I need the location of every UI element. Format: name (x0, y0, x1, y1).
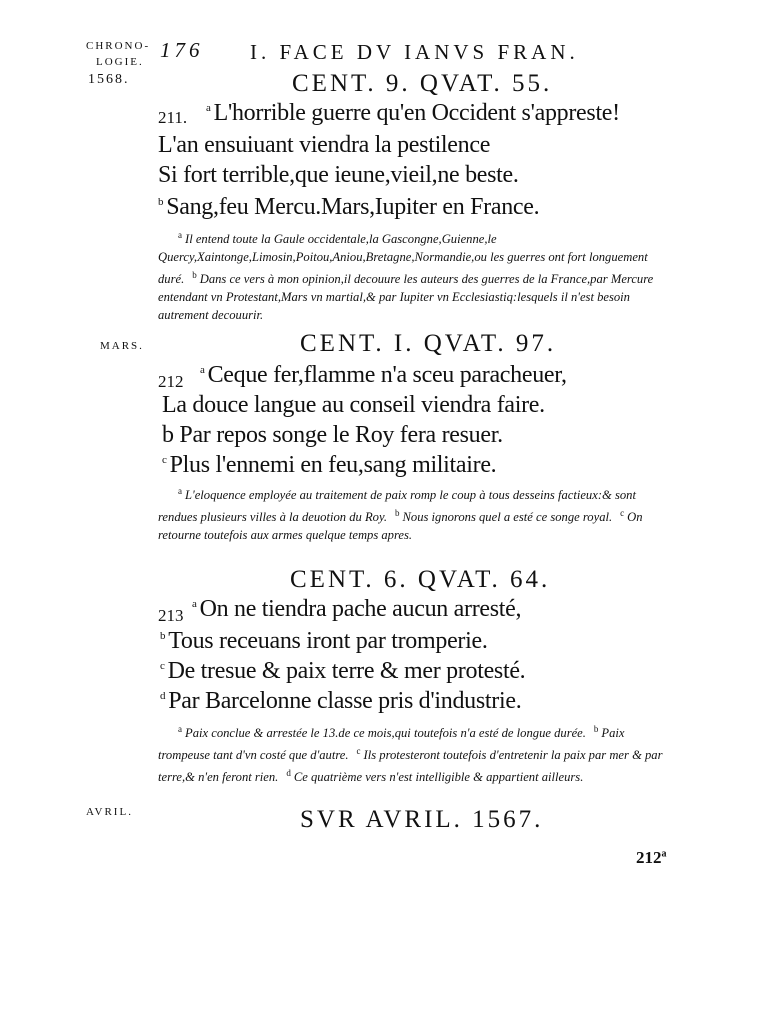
section-heading: CENT. 9. QVAT. 55. (292, 70, 553, 97)
margin-chronologie-1: CHRONO- (86, 40, 151, 52)
quatrain-number: 212 (158, 372, 184, 391)
verse-line: $^d$ Par Barcelonne classe pris d'industrie. (160, 688, 522, 714)
verse-line: $^b$ Tous receuans iront par tromperie. (160, 628, 488, 654)
footnotes: $^a$ Il entend toute la Gaule occidentale,la Gascongne,Guienne,le Quercy,Xaintonge,Limosin,Poitou,Aniou,Bretagne,Normandie,ou les guerres ont fort longuement duré. $^b$ Dans ce vers à mon opinion,il decouure les auteurs des guerres de la France,par Mercure entendant vn Protestant,Mars vn martial,& par Iupiter vn Ecclesiastiq:lesquels il n'est besoin autrement decouurir. (158, 230, 654, 323)
section-heading: CENT. 6. QVAT. 64. (290, 566, 551, 593)
margin-chronologie-2: LOGIE. (96, 56, 144, 68)
footnotes: $^a$ Paix conclue & arrestée le 13.de ce mois,qui toutefois n'a esté de longue durée. $^b$ Paix trompeuse tant d'vn costé que d'autre. $^c$ Ils protesteront toutefois d'entretenir la paix par mer & par terre,& n'en feront rien. $^d$ Ce quatrième vers n'est intelligible & appartient ailleurs. (158, 724, 663, 785)
margin-year: 1568. (88, 72, 130, 87)
running-title: I. FACE DV IANVS FRAN. (250, 40, 579, 64)
verse-line: $^c$ De tresue & paix terre & mer protesté. (160, 658, 526, 684)
catchword: 212$^a$ (636, 848, 667, 867)
verse-line: La douce langue au conseil viendra faire. (162, 392, 545, 418)
verse-line: b Par repos songe le Roy fera resuer. (162, 422, 503, 448)
verse-line: $^a$ Ceque fer,flamme n'a sceu paracheuer, (200, 362, 567, 388)
verse-line: $^a$ On ne tiendra pache aucun arresté, (192, 596, 522, 622)
page-number: 176 (160, 38, 204, 62)
verse-line: $^a$ L'horrible guerre qu'en Occident s'appreste! (206, 100, 620, 126)
quatrain-number: 213 (158, 606, 184, 625)
quatrain-number: 211. (158, 108, 188, 127)
verse-line: L'an ensuiuant viendra la pestilence (158, 132, 491, 158)
verse-line: Si fort terrible,que ieune,vieil,ne beste. (158, 162, 519, 188)
section-heading: CENT. I. QVAT. 97. (300, 330, 557, 357)
verse-line: $^c$ Plus l'ennemi en feu,sang militaire. (162, 452, 497, 478)
margin-mars: MARS. (100, 340, 144, 352)
section-heading: SVR AVRIL. 1567. (300, 806, 544, 833)
margin-avril: AVRIL. (86, 806, 133, 818)
footnotes: $^a$ L'eloquence employée au traitement de paix romp le coup à tous desseins factieux:& sont rendues plusieurs villes à la deuotion du Roy. $^b$ Nous ignorons quel a esté ce songe royal. $^c$ On retourne toutefois aux armes quelque temps apres. (158, 486, 643, 543)
verse-line: $^b$ Sang,feu Mercu.Mars,Iupiter en France. (158, 194, 540, 220)
